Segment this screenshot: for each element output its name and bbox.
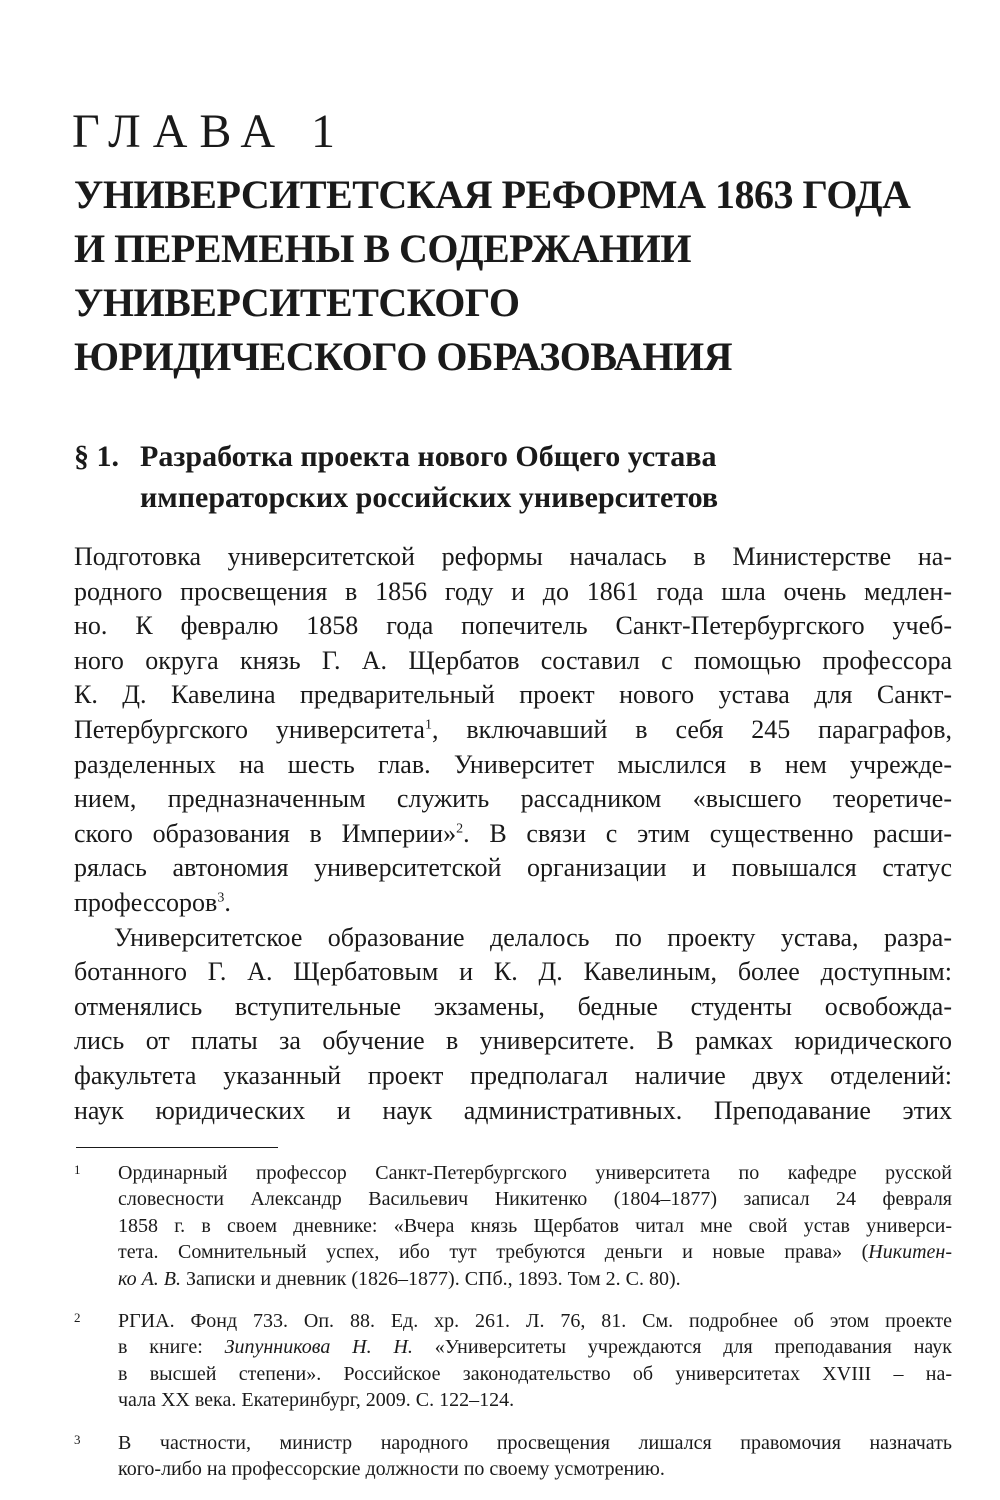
section-title bbox=[140, 436, 934, 518]
chapter-label: ГЛАВА 1 bbox=[72, 105, 348, 158]
text-line: К. Д. Кавелина предварительный проект нового устава для Санкт- bbox=[74, 680, 952, 710]
text-fragment: ского образования в Империи» bbox=[74, 818, 457, 848]
footnote-number: 1 bbox=[74, 1162, 81, 1177]
footnote-line: словесности Александр Васильевич Никитенко (1804–1877) записал 24 февраля bbox=[118, 1188, 952, 1211]
paragraph-1 bbox=[74, 540, 952, 921]
footnote-line bbox=[118, 1266, 952, 1292]
section-title-line: императорских российских университетов bbox=[140, 481, 719, 514]
text-line: ботанного Г. А. Щербатовым и К. Д. Кавелиным, более доступным: bbox=[74, 957, 952, 987]
footnote-line: В частности, министр народного просвещения лишался правомочия назначать bbox=[118, 1431, 952, 1454]
text-fragment: профессоров bbox=[74, 887, 218, 917]
paragraph-2-continued bbox=[74, 955, 952, 1128]
footnote-line: кого-либо на профессорские должности по своему усмотрению. bbox=[118, 1458, 665, 1481]
text-line: Подготовка университетской реформы началась в Министерстве на- bbox=[74, 542, 952, 571]
author-name: Никитен- bbox=[868, 1241, 952, 1264]
text-line bbox=[74, 886, 952, 921]
footnote-line: 1858 г. в своем дневнике: «Вчера князь Щербатов читал мне свой устав универси- bbox=[118, 1214, 952, 1237]
footnote-reference[interactable]: 2 bbox=[456, 821, 464, 837]
footnote-line bbox=[118, 1334, 952, 1360]
text-fragment: тета. Сомнительный успех, ибо тут требуются деньги и новые права» ( bbox=[118, 1241, 869, 1264]
text-fragment: , включавший в себя 245 параграфов, bbox=[431, 714, 952, 744]
body-text bbox=[74, 540, 952, 1128]
footnote-1 bbox=[74, 1160, 952, 1292]
footnote-line: Ординарный профессор Санкт-Петербургского университета по кафедре русской bbox=[118, 1162, 952, 1184]
footnote-line bbox=[118, 1239, 952, 1265]
text-fragment: . bbox=[224, 887, 231, 917]
chapter-title-line: УНИВЕРСИТЕТСКОГО bbox=[74, 280, 520, 325]
text-fragment: в книге: bbox=[118, 1336, 225, 1359]
text-line: но. К февралю 1858 года попечитель Санкт-Петербургского учеб- bbox=[74, 611, 952, 641]
footnote-3 bbox=[74, 1430, 952, 1483]
text-line: рялась автономия университетской организации и повышался статус bbox=[74, 853, 952, 883]
footnote-line: в высшей степени». Российское законодательство об университетах XVIII – на- bbox=[118, 1362, 952, 1385]
chapter-title-line: И ПЕРЕМЕНЫ В СОДЕРЖАНИИ bbox=[74, 226, 692, 271]
footnote-reference[interactable]: 3 bbox=[217, 890, 225, 906]
paragraph-2 bbox=[74, 921, 952, 956]
text-line: отменялись вступительные экзамены, бедные студенты освобожда- bbox=[74, 991, 952, 1021]
text-fragment: Петербургского университета bbox=[74, 714, 425, 744]
section-number: § 1. bbox=[74, 440, 119, 473]
text-fragment: . В связи с этим существенно расши- bbox=[463, 818, 952, 848]
text-fragment: «Университеты учреждаются для преподавания наук bbox=[412, 1336, 952, 1359]
text-line: нием, предназначенным служить рассадником «высшего теоретиче- bbox=[74, 784, 952, 814]
text-line bbox=[74, 817, 952, 852]
chapter-title-line: ЮРИДИЧЕСКОГО ОБРАЗОВАНИЯ bbox=[74, 334, 732, 379]
text-line: наук юридических и наук административных. Преподавание этих bbox=[74, 1095, 952, 1125]
text-line: родного просвещения в 1856 году и до 1861 года шла очень медлен- bbox=[74, 576, 952, 606]
text-line: лись от платы за обучение в университете. В рамках юридического bbox=[74, 1026, 952, 1056]
footnote-line: РГИА. Фонд 733. Оп. 88. Ед. хр. 261. Л. 76, 81. См. подробнее об этом проекте bbox=[118, 1310, 952, 1333]
text-line: Университетское образование делалось по проекту устава, разра- bbox=[114, 922, 952, 952]
section-title-line: Разработка проекта нового Общего устава bbox=[140, 440, 717, 473]
chapter-title-line: УНИВЕРСИТЕТСКАЯ РЕФОРМА 1863 ГОДА bbox=[74, 172, 911, 217]
footnote-number: 2 bbox=[74, 1310, 81, 1326]
text-fragment: Записки и дневник (1826–1877). СПб., 1893. Том 2. С. 80). bbox=[181, 1267, 681, 1290]
footnote-line: чала XX века. Екатеринбург, 2009. С. 122–124. bbox=[118, 1389, 515, 1412]
author-name: Зипунникова Н. Н. bbox=[224, 1336, 413, 1359]
section-heading bbox=[74, 436, 934, 518]
footnote-2 bbox=[74, 1308, 952, 1414]
text-line: ного округа князь Г. А. Щербатов составил с помощью профессора bbox=[74, 645, 952, 675]
footnotes bbox=[74, 1160, 952, 1498]
footnote-number: 3 bbox=[74, 1431, 81, 1447]
text-line: факультета указанный проект предполагал наличие двух отделений: bbox=[74, 1060, 952, 1090]
text-line: разделенных на шесть глав. Университет мыслился в нем учрежде- bbox=[74, 749, 952, 779]
chapter-title bbox=[74, 168, 934, 384]
footnote-divider bbox=[76, 1147, 278, 1148]
footnote-reference[interactable]: 1 bbox=[424, 717, 432, 733]
text-line bbox=[74, 713, 952, 748]
author-name: ко А. В. bbox=[118, 1267, 182, 1290]
